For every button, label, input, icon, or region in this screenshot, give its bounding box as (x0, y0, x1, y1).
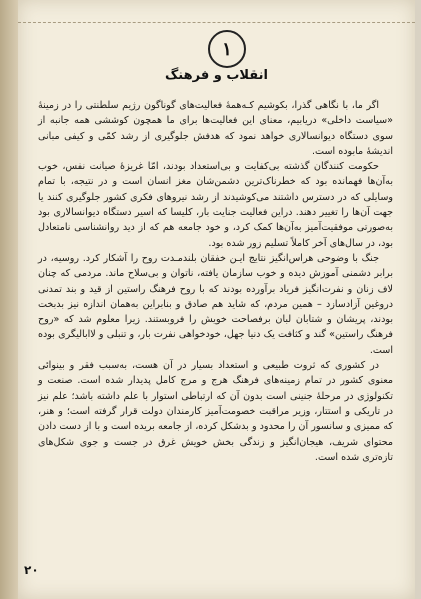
scan-binding-edge (0, 0, 18, 599)
paragraph-1: اگر ما، با نگاهی گذرا، بکوشیم کـه‌همهٔ فعالیت‌های گوناگون رژیم سلطنتی را در زمینهٔ «سیاست داخلی» دریابیم، معنای این فعالیت‌ها برای ما همچون کوششی همه جانبه از سوی دستگاه دیوانسالاری خواهد نمود که هدفش جلوگیری از رشد کمّی و کیفی مبانی اندیشهٔ مابوده است. (38, 100, 393, 157)
paragraph-4: در کشوری که ثروت طبیعی و استعداد بسیار در آن هست، به‌سبب فقر و بینوائی معنوی کشور در تمام زمینه‌های فرهنگ هرج و مرج کامل پدیدار شده است. صنعت و تکنولوژی در مرحلهٔ جنینی است بدون آن که ارتباطی استوار با علم داشته باشد؛ علم نیز در تاریکی و استتار، وزیر مراقبت خصومت‌آمیز کارمندان دولت قرار گرفته است؛ و هنر، که ممیزی و سانسور آن را محدود و بدشکل کرده، از جامعه بریده است و با از دست دادن محتوای شریف، هیجان‌انگیز و زندگی بخش خویش غرق در جست و جوی شکل‌های تازه‌تری شده است. (38, 360, 393, 463)
chapter-title: انقلاب و فرهنگ (165, 68, 268, 83)
page-number: ۲۰ (24, 563, 39, 577)
paragraph-2: حکومت کنندگان گذشته بی‌کفایت و بی‌استعداد بودند، امّا غریزهٔ صیانت نفس، خوب به‌آن‌ها فهمانده بود که خطرناک‌ترین دشمن‌شان مغز انسان است و در نتیجه، با تمام وسایلی که در دسترس داشتند می‌کوشیدند از رشد نیروهای فکری کشور جلوگیری کنند یا جهت آن‌ها را تغییر دهند. دراین فعالیت جنایت بار، کلیسا که اسیر دستگاه دیوانسالاری بود به‌صورتی موفقیت‌آمیز به‌آن‌ها کمک کرد، و خود جامعه هم که از دید روانشناسی نامتعادل بود، در سال‌های آخر کاملاً تسلیم زور شده بود. (38, 161, 393, 249)
book-page (18, 0, 415, 599)
body-text (38, 98, 393, 565)
paragraph-3: جنگ با وضوحی هراس‌انگیز نتایج ایـن خفقان بلندمـدت روح را آشکار کرد. روسیه، در برابر دشمنی آموزش دیده و خوب سازمان یافته، ناتوان و بی‌سلاح ماند. مردمی که چنان لاف زنان و نفرت‌انگیز فریاد برآورده بودند که با روح فرهنگ راستین از قید و بند تمدنی دروغین آزادسازد – همین مردم، که شاید هم صادق و بنابراین به‌همان اندازه نیز بدبخت بودند، پریشان و شتابان لبان برفصاحت خویش را فروبستند. زیرا معلوم شد که «روح فرهنگ راستین» گند و کثافت یک دنیا جهل، خودخواهی نفرت بار، و تنبلی و لاابالیگری بوده است. (38, 252, 393, 356)
chapter-number-badge: ۱ (208, 30, 246, 68)
